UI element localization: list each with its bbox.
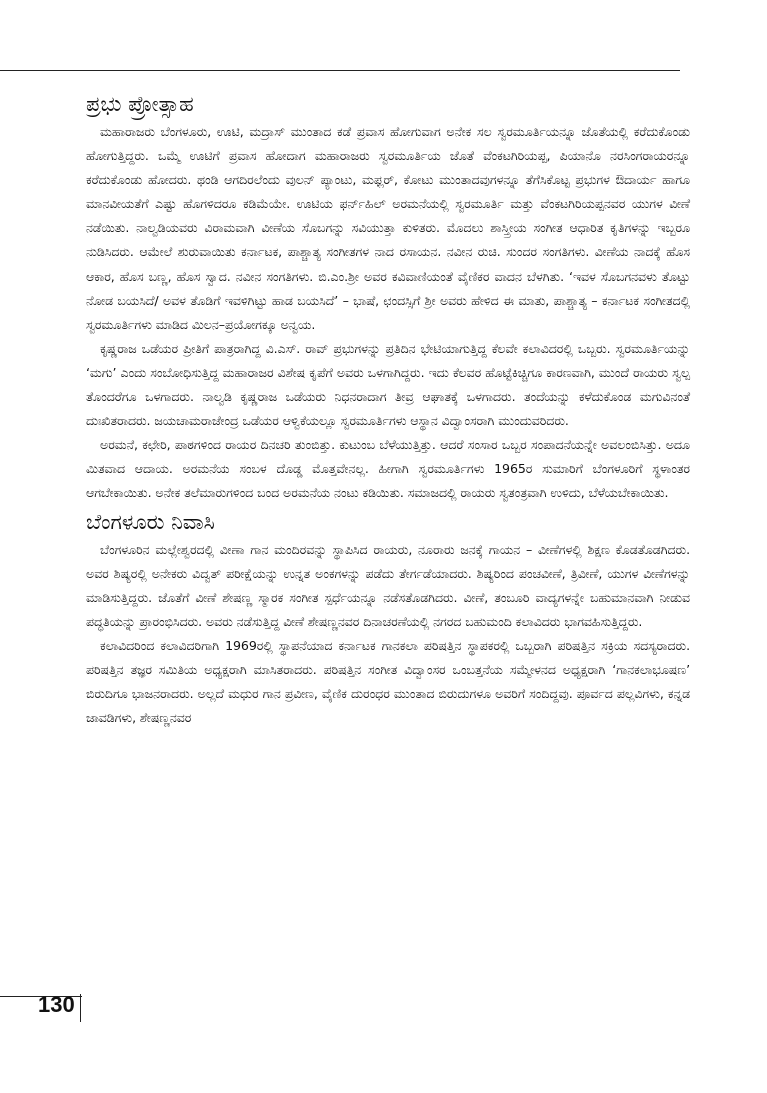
- paragraph: ಬೆಂಗಳೂರಿನ ಮಲ್ಲೇಶ್ವರದಲ್ಲಿ ವೀಣಾ ಗಾನ ಮಂದಿರವನ್ನು ಸ್ಥಾಪಿಸಿದ ರಾಯರು, ನೂರಾರು ಜನಕ್ಕೆ ಗಾಯನ – ವೀಣೆಗಳಲ್ಲಿ ಶಿಕ್ಷಣ ಕೊಡತೊಡಗಿದರು. ಅವರ ಶಿಷ್ಯರಲ್ಲಿ ಅನೇಕರು ವಿದ್ವತ್ ಪರೀಕ್ಷೆಯನ್ನು ಉನ್ನತ ಅಂಕಗಳನ್ನು ಪಡೆದು ತೇರ್ಗಡೆಯಾದರು. ಶಿಷ್ಯರಿಂದ ಪಂಚವೀಣೆ, ತ್ರಿವೀಣೆ, ಯುಗಳ ವೀಣೆಗಳನ್ನು ಮಾಡಿಸುತ್ತಿದ್ದರು. ಜೊತೆಗೆ ವೀಣೆ ಶೇಷಣ್ಣ ಸ್ಮಾರಕ ಸಂಗೀತ ಸ್ಪರ್ಧೆಯನ್ನೂ ನಡೆಸತೊಡಗಿದರು. ವೀಣೆ, ತಂಬೂರಿ ವಾದ್ಯಗಳನ್ನೇ ಬಹುಮಾನವಾಗಿ ನೀಡುವ ಪದ್ಧತಿಯನ್ನು ಪ್ರಾರಂಭಿಸಿದರು. ಅವರು ನಡೆಸುತ್ತಿದ್ದ ವೀಣೆ ಶೇಷಣ್ಣನವರ ದಿನಾಚರಣೆಯಲ್ಲಿ ನಗರದ ಬಹುಮಂದಿ ಕಲಾವಿದರು ಭಾಗವಹಿಸುತ್ತಿದ್ದರು.: [86, 541, 690, 629]
- paragraph: ಕಲಾವಿದರಿಂದ ಕಲಾವಿದರಿಗಾಗಿ 1969ರಲ್ಲಿ ಸ್ಥಾಪನೆಯಾದ ಕರ್ನಾಟಕ ಗಾನಕಲಾ ಪರಿಷತ್ತಿನ ಸ್ಥಾಪಕರಲ್ಲಿ ಒಬ್ಬರಾಗಿ ಪರಿಷತ್ತಿನ ಸಕ್ರಿಯ ಸದಸ್ಯರಾದರು. ಪರಿಷತ್ತಿನ ತಜ್ಞರ ಸಮಿತಿಯ ಅಧ್ಯಕ್ಷರಾಗಿ ಮಾಸಿತರಾದರು. ಪರಿಷತ್ತಿನ ಸಂಗೀತ ವಿದ್ವಾಂಸರ ಒಂಬತ್ತನೆಯ ಸಮ್ಮೇಳನದ ಅಧ್ಯಕ್ಷರಾಗಿ ‘ಗಾನಕಲಾಭೂಷಣ’ ಬಿರುದಿಗೂ ಭಾಜನರಾದರು. ಅಲ್ಲದೆ ಮಧುರ ಗಾನ ಪ್ರವೀಣ, ವೈಣಿಕ ದುರಂಧರ ಮುಂತಾದ ಬಿರುದುಗಳೂ ಅವರಿಗೆ ಸಂದಿದ್ದವು. ಪೂರ್ವದ ಪಲ್ಲವಿಗಳು, ಕನ್ನಡ ಜಾವಡಿಗಳು, ಶೇಷಣ್ಣನವರ: [86, 637, 690, 726]
- top-rule: [0, 70, 680, 71]
- paragraph: ಅರಮನೆ, ಕಛೇರಿ, ಪಾಠಗಳಿಂದ ರಾಯರ ದಿನಚರಿ ತುಂಬಿತ್ತು. ಕುಟುಂಬ ಬೆಳೆಯುತ್ತಿತ್ತು. ಆದರೆ ಸಂಸಾರ ಒಬ್ಬರ ಸಂಪಾದನೆಯನ್ನೇ ಅವಲಂಬಿಸಿತ್ತು. ಅದೂ ಮಿತವಾದ ಆದಾಯ. ಅರಮನೆಯ ಸಂಬಳ ದೊಡ್ಡ ಮೊತ್ತವೇನಲ್ಲ. ಹೀಗಾಗಿ ಸ್ವರಮೂರ್ತಿಗಳು 1965ರ ಸುಮಾರಿಗೆ ಬೆಂಗಳೂರಿಗೆ ಸ್ಥಳಾಂತರ ಆಗಬೇಕಾಯಿತು. ಅನೇಕ ತಲೆಮಾರುಗಳಿಂದ ಬಂದ ಅರಮನೆಯ ನಂಟು ಕಡಿಯಿತು. ಸಮಾಜದಲ್ಲಿ ರಾಯರು ಸ್ವತಂತ್ರವಾಗಿ ಉಳಿದು, ಬೆಳೆಯಬೇಕಾಯಿತು.: [86, 437, 690, 501]
- page-body: [86, 88, 690, 730]
- paragraph: ಮಹಾರಾಜರು ಬೆಂಗಳೂರು, ಊಟಿ, ಮದ್ರಾಸ್ ಮುಂತಾದ ಕಡೆ ಪ್ರವಾಸ ಹೋಗುವಾಗ ಅನೇಕ ಸಲ ಸ್ವರಮೂರ್ತಿಯನ್ನೂ ಜೊತೆಯಲ್ಲಿ ಕರೆದುಕೊಂಡು ಹೋಗುತ್ತಿದ್ದರು. ಒಮ್ಮೆ ಊಟಿಗೆ ಪ್ರವಾಸ ಹೋದಾಗ ಮಹಾರಾಜರು ಸ್ವರಮೂರ್ತಿಯ ಜೊತೆ ವೆಂಕಟಗಿರಿಯಪ್ಪ, ಪಿಯಾನೊ ನರಸಿಂಗರಾಯರನ್ನೂ ಕರೆದುಕೊಂಡು ಹೋದರು. ಥಂಡಿ ಆಗದಿರಲೆಂದು ವುಲನ್ ಪ್ಯಾಂಟು, ಮಫ್ಲರ್, ಕೋಟು ಮುಂತಾದವುಗಳನ್ನೂ ತೆಗೆಸಿಕೊಟ್ಟ ಪ್ರಭುಗಳ ಔದಾರ್ಯ ಹಾಗೂ ಮಾನವೀಯತೆಗೆ ಎಷ್ಟು ಹೊಗಳಿದರೂ ಕಡಿಮೆಯೇ. ಊಟಿಯ ಫರ್ನ್‌ಹಿಲ್ ಅರಮನೆಯಲ್ಲಿ ಸ್ವರಮೂರ್ತಿ ಮತ್ತು ವೆಂಕಟಗಿರಿಯಪ್ಪನವರ ಯುಗಳ ವೀಣೆ ನಡೆಯಿತು. ನಾಲ್ವಡಿಯವರು ವಿರಾಮವಾಗಿ ವೀಣೆಯ ಸೊಬಗನ್ನು ಸವಿಯುತ್ತಾ ಕುಳಿತರು. ಮೊದಲು ಶಾಸ್ತ್ರೀಯ ಸಂಗೀತ ಆಧಾರಿತ ಕೃತಿಗಳನ್ನು ಇಬ್ಬರೂ ನುಡಿಸಿದರು. ಆಮೇಲೆ ಶುರುವಾಯಿತು ಕರ್ನಾಟಕ, ಪಾಶ್ಚಾತ್ಯ ಸಂಗೀತಗಳ ನಾದ ರಸಾಯನ. ನವೀನ ರುಚಿ. ಸುಂದರ ಸಂಗತಿಗಳು. ವೀಣೆಯ ನಾದಕ್ಕೆ ಹೊಸ ಆಕಾರ, ಹೊಸ ಬಣ್ಣ, ಹೊಸ ಸ್ವಾದ. ನವೀನ ಸಂಗತಿಗಳು. ಬಿ.ಎಂ.ಶ್ರೀ ಅವರ ಕವಿವಾಣಿಯಂತೆ ವೈಣಿಕರ ವಾದನ ಬೆಳಗಿತು. ‘ಇವಳ ಸೊಬಗನವಳು ತೊಟ್ಟು ನೋಡ ಬಯಸಿದೆ/ ಅವಳ ತೊಡಿಗೆ ಇವಳಿಗಿಟ್ಟು ಹಾಡ ಬಯಸಿದೆ’ – ಭಾಷೆ, ಛಂದಸ್ಸಿಗೆ ಶ್ರೀ ಅವರು ಹೇಳಿದ ಈ ಮಾತು, ಪಾಶ್ಚಾತ್ಯ – ಕರ್ನಾಟಕ ಸಂಗೀತದಲ್ಲಿ ಸ್ವರಮೂರ್ತಿಗಳು ಮಾಡಿದ ಮಿಲನ–ಪ್ರಯೋಗಕ್ಕೂ ಅನ್ವಯ.: [86, 124, 690, 332]
- page-number: 130: [38, 992, 75, 1017]
- section-heading-bengaluru-resident: ಬೆಂಗಳೂರು ನಿವಾಸಿ: [86, 509, 215, 534]
- footer-divider: [80, 994, 81, 1022]
- section-heading-patronage: ಪ್ರಭು ಪ್ರೋತ್ಸಾಹ: [86, 92, 194, 116]
- paragraph: ಕೃಷ್ಣರಾಜ ಒಡೆಯರ ಪ್ರೀತಿಗೆ ಪಾತ್ರರಾಗಿದ್ದ ವಿ.ಎಸ್. ರಾವ್ ಪ್ರಭುಗಳನ್ನು ಪ್ರತಿದಿನ ಭೇಟಿಯಾಗುತ್ತಿದ್ದ ಕೆಲವೇ ಕಲಾವಿದರಲ್ಲಿ ಒಬ್ಬರು. ಸ್ವರಮೂರ್ತಿಯನ್ನು ‘ಮಗು’ ಎಂದು ಸಂಬೋಧಿಸುತ್ತಿದ್ದ ಮಹಾರಾಜರ ವಿಶೇಷ ಕೃಪೆಗೆ ಅವರು ಒಳಗಾಗಿದ್ದರು. ಇದು ಕೆಲವರ ಹೊಟ್ಟೆಕಿಚ್ಚಿಗೂ ಕಾರಣವಾಗಿ, ಮುಂದೆ ರಾಯರು ಸ್ವಲ್ಪ ತೊಂದರೆಗೂ ಒಳಗಾದರು. ನಾಲ್ವಡಿ ಕೃಷ್ಣರಾಜ ಒಡೆಯರು ನಿಧನರಾದಾಗ ತೀವ್ರ ಆಘಾತಕ್ಕೆ ಒಳಗಾದರು. ತಂದೆಯನ್ನು ಕಳೆದುಕೊಂಡ ಮಗುವಿನಂತೆ ದುಃಖಿತರಾದರು. ಜಯಚಾಮರಾಜೇಂದ್ರ ಒಡೆಯರ ಆಳ್ವಿಕೆಯಲ್ಲೂ ಸ್ವರಮೂರ್ತಿಗಳು ಆಸ್ಥಾನ ವಿದ್ವಾಂಸರಾಗಿ ಮುಂದುವರಿದರು.: [86, 340, 690, 429]
